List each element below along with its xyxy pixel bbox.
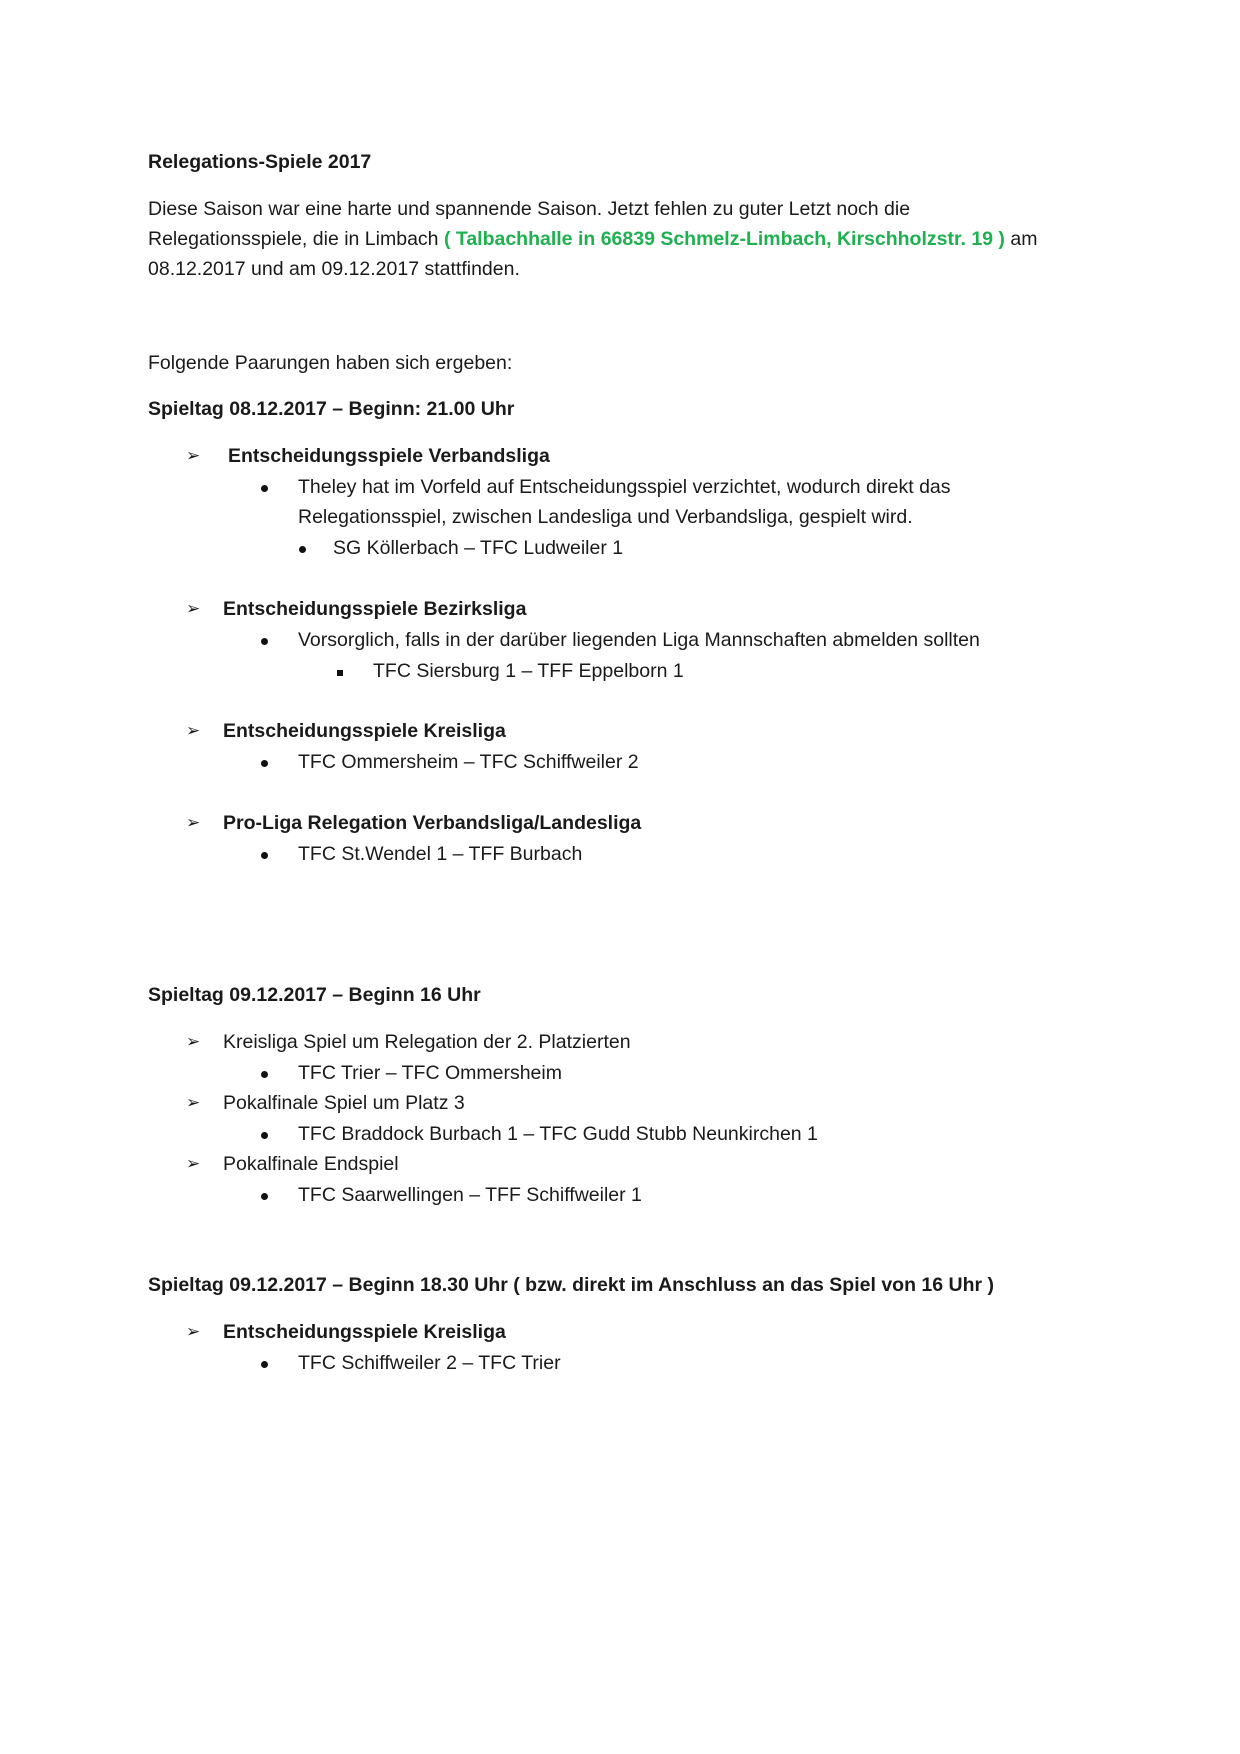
document-title: Relegations-Spiele 2017 <box>148 151 372 173</box>
arrowhead-bullet-icon: ➢ <box>186 1032 201 1051</box>
day2-heading: Spieltag 09.12.2017 – Beginn 16 Uhr <box>148 984 481 1006</box>
day2-section1-title: Kreisliga Spiel um Relegation der 2. Platzierten <box>223 1031 631 1053</box>
intro-line-2-start: Relegationsspiele, die in Limbach <box>148 228 444 250</box>
round-bullet-icon <box>261 1361 268 1368</box>
day1-section1-title: Entscheidungsspiele Verbandsliga <box>228 445 550 467</box>
arrowhead-bullet-icon: ➢ <box>186 446 201 465</box>
round-bullet-icon <box>261 1132 268 1139</box>
intro-line-2 <box>148 227 1037 251</box>
day1-section2-title: Entscheidungsspiele Bezirksliga <box>223 598 527 620</box>
pairings-intro: Folgende Paarungen haben sich ergeben: <box>148 352 513 374</box>
round-bullet-icon <box>261 852 268 859</box>
arrowhead-bullet-icon: ➢ <box>186 599 201 618</box>
arrowhead-bullet-icon: ➢ <box>186 1322 201 1341</box>
round-bullet-icon <box>299 546 306 553</box>
round-bullet-icon <box>261 1071 268 1078</box>
day1-section3-title: Entscheidungsspiele Kreisliga <box>223 720 506 742</box>
square-bullet-icon <box>337 670 343 676</box>
intro-line-2-end: am <box>1004 228 1038 250</box>
day3-section1-title: Entscheidungsspiele Kreisliga <box>223 1321 506 1343</box>
day1-section1-note-line1: Theley hat im Vorfeld auf Entscheidungsspiel verzichtet, wodurch direkt das <box>298 476 951 498</box>
day2-section3-title: Pokalfinale Endspiel <box>223 1153 399 1175</box>
round-bullet-icon <box>261 485 268 492</box>
day2-section2-title: Pokalfinale Spiel um Platz 3 <box>223 1092 465 1114</box>
round-bullet-icon <box>261 1193 268 1200</box>
day3-heading: Spieltag 09.12.2017 – Beginn 18.30 Uhr ( bzw. direkt im Anschluss an das Spiel von 16 Uhr ) <box>148 1274 995 1296</box>
day1-section4-match: TFC St.Wendel 1 – TFF Burbach <box>298 843 583 865</box>
day1-heading: Spieltag 08.12.2017 – Beginn: 21.00 Uhr <box>148 398 515 420</box>
day2-section3-match: TFC Saarwellingen – TFF Schiffweiler 1 <box>298 1184 642 1206</box>
venue-highlight: ( Talbachhalle in 66839 Schmelz-Limbach, Kirschholzstr. 19 ) <box>443 228 1005 250</box>
day1-section2-note: Vorsorglich, falls in der darüber liegenden Liga Mannschaften abmelden sollten <box>298 629 980 651</box>
day1-section2-match: TFC Siersburg 1 – TFF Eppelborn 1 <box>373 660 684 682</box>
day2-section1-match: TFC Trier – TFC Ommersheim <box>298 1062 562 1084</box>
day2-section2-match: TFC Braddock Burbach 1 – TFC Gudd Stubb Neunkirchen 1 <box>298 1123 818 1145</box>
day1-section1-note-line2: Relegationsspiel, zwischen Landesliga und Verbandsliga, gespielt wird. <box>298 506 913 528</box>
intro-line-3: 08.12.2017 und am 09.12.2017 stattfinden. <box>148 258 520 280</box>
round-bullet-icon <box>261 638 268 645</box>
arrowhead-bullet-icon: ➢ <box>186 1093 201 1112</box>
day1-section1-match: SG Köllerbach – TFC Ludweiler 1 <box>333 537 624 559</box>
round-bullet-icon <box>261 760 268 767</box>
day1-section3-match: TFC Ommersheim – TFC Schiffweiler 2 <box>298 751 639 773</box>
intro-line-1: Diese Saison war eine harte und spannende Saison. Jetzt fehlen zu guter Letzt noch die <box>148 198 911 220</box>
day3-section1-match: TFC Schiffweiler 2 – TFC Trier <box>298 1352 561 1374</box>
day1-section4-title: Pro-Liga Relegation Verbandsliga/Landesliga <box>223 812 642 834</box>
arrowhead-bullet-icon: ➢ <box>186 1154 201 1173</box>
arrowhead-bullet-icon: ➢ <box>186 721 201 740</box>
arrowhead-bullet-icon: ➢ <box>186 813 201 832</box>
